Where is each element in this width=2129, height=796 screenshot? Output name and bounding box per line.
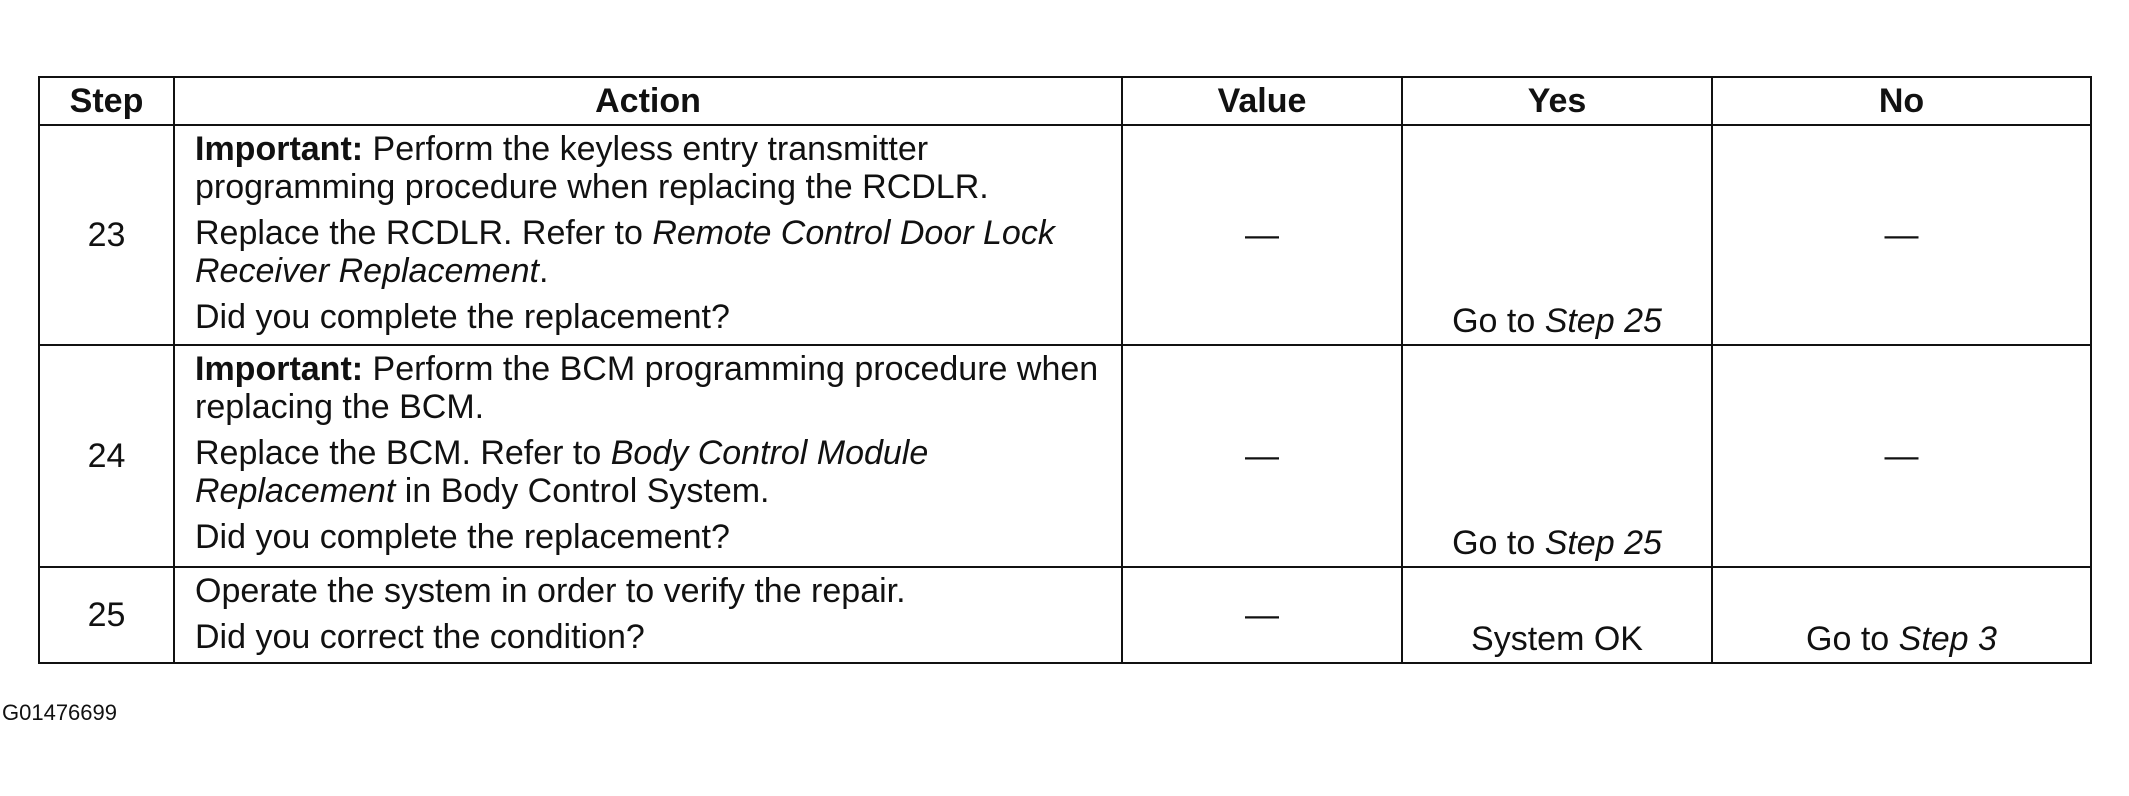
instruction-suffix: . [538,252,549,290]
instruction-prefix: Replace the RCDLR. Refer to [195,214,653,252]
yes-cell [1402,125,1712,345]
no-step-link[interactable]: Step 3 [1898,620,1997,658]
header-row [39,77,2091,125]
header-value: Value [1122,77,1402,125]
no-prefix: Go to [1806,620,1899,658]
question: Did you complete the replacement? [195,518,730,556]
figure-id: G01476699 [2,700,117,725]
yes-step-link[interactable]: Step 25 [1544,524,1662,562]
header-yes: Yes [1402,77,1712,125]
important-label: Important: [195,130,364,168]
instruction-reference: Remote Control Door Lock Receiver Replacement [195,214,1055,290]
important-label: Important: [195,350,364,388]
important-note [195,350,1101,426]
value-cell: — [1122,125,1402,345]
instruction-suffix: in Body Control System. [395,472,770,510]
value-cell: — [1122,345,1402,567]
yes-cell [1402,345,1712,567]
diagnostic-table [38,76,2092,664]
instruction-prefix: Replace the BCM. Refer to [195,434,611,472]
action-cell [174,567,1122,663]
yes-cell: System OK [1402,567,1712,663]
action-cell [174,125,1122,345]
instruction-reference: Body Control Module Replacement [195,434,929,510]
no-cell: — [1712,125,2091,345]
table-header [39,77,2091,125]
yes-prefix: Go to [1452,302,1545,340]
yes-step-link[interactable]: Step 25 [1544,302,1662,340]
action-cell [174,345,1122,567]
step-number: 23 [39,125,174,345]
table-row-step-23 [39,125,2091,345]
important-note [195,130,1101,206]
table-row-step-24 [39,345,2091,567]
value-cell: — [1122,567,1402,663]
question: Did you complete the replacement? [195,298,730,336]
important-text: Perform the keyless entry transmitter programming procedure when replacing the RCDLR. [195,130,989,206]
instruction [195,214,1101,290]
table-body [39,125,2091,663]
question: Did you correct the condition? [195,618,645,656]
no-cell [1712,567,2091,663]
table-row-step-25 [39,567,2091,663]
header-step: Step [39,77,174,125]
yes-prefix: Go to [1452,524,1545,562]
header-action: Action [174,77,1122,125]
instruction: Operate the system in order to verify the repair. [195,572,906,610]
important-text: Perform the BCM programming procedure when replacing the BCM. [195,350,1099,426]
step-number: 24 [39,345,174,567]
step-number: 25 [39,567,174,663]
instruction [195,434,1101,510]
no-cell: — [1712,345,2091,567]
header-no: No [1712,77,2091,125]
